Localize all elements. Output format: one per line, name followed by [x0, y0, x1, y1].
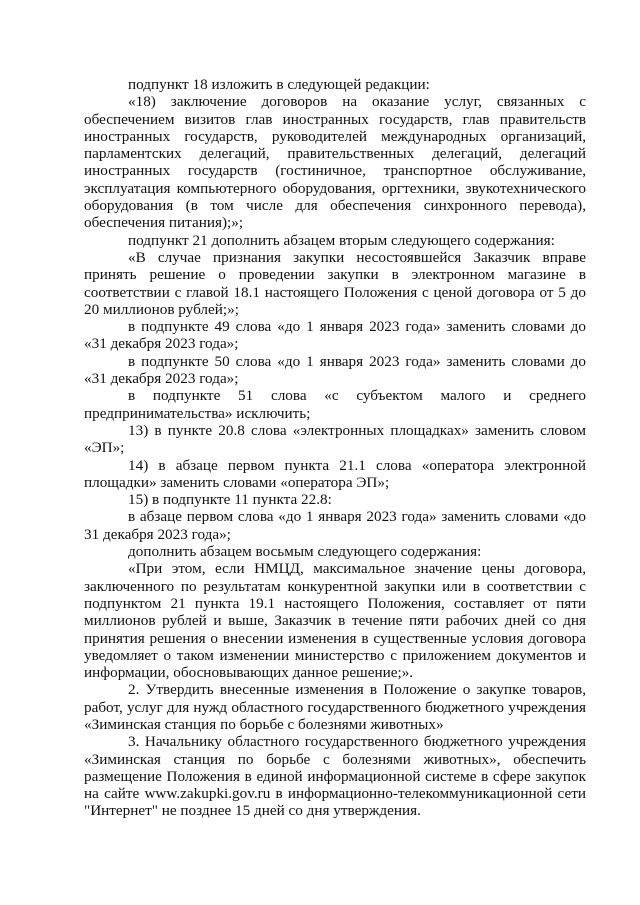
paragraph-12: дополнить абзацем восьмым следующего содержания:	[128, 543, 482, 561]
paragraph-9: 14) в абзаце первом пункта 21.1 слова «оператора электронной площадки» заменить словами «оператора ЭП»;	[84, 456, 586, 491]
paragraph-10: 15) в подпункте 11 пункта 22.8:	[128, 491, 332, 509]
paragraph-7: в подпункте 51 слова «с субъектом малого и среднего предпринимательства» исключить;	[84, 387, 586, 422]
paragraph-2: «18) заключение договоров на оказание услуг, связанных с обеспечением визитов глав иностранных государств, глав правительств иностранных государств, руководителей международных организаций, парламентских делегаций, правительственных делегаций, делегаций иностранных государств (гостиничное, транспортное обслуживание, эксплуатация компьютерного оборудования, оргтехники, звукотехнического оборудования (в том числе для обеспечения синхронного перевода), обеспечения питания);»;	[84, 93, 586, 232]
paragraph-1: подпункт 18 изложить в следующей редакции:	[128, 76, 430, 93]
paragraph-5: в подпункте 49 слова «до 1 января 2023 года» заменить словами до «31 декабря 2023 года»;	[84, 318, 586, 353]
paragraph-15: 3. Начальнику областного государственного бюджетного учреждения «Зиминская станция по борьбе с болезнями животных», обеспечить размещение Положения в единой информационной системе в сфере закупок на сайте www.zakupki.gov.ru в информационно-телекоммуникационной сети "Интернет" не позднее 15 дней со дня утверждения.	[84, 733, 586, 820]
paragraph-3: подпункт 21 дополнить абзацем вторым следующего содержания:	[128, 231, 555, 249]
paragraph-11: в абзаце первом слова «до 1 января 2023 года» заменить словами «до 31 декабря 2023 года»;	[84, 508, 586, 543]
paragraph-4: «В случае признания закупки несостоявшейся Заказчик вправе принять решение о проведении закупки в электронном магазине в соответствии с главой 18.1 настоящего Положения с ценой договора от 5 до 20 миллионов рублей;»;	[84, 248, 586, 318]
paragraph-6: в подпункте 50 слова «до 1 января 2023 года» заменить словами до «31 декабря 2023 года»;	[84, 352, 586, 388]
paragraph-8: 13) в пункте 20.8 слова «электронных площадках» заменить словом «ЭП»;	[84, 421, 586, 457]
paragraph-13: «При этом, если НМЦД, максимальное значение цены договора, заключенного по результатам конкурентной закупки или в соответствии с подпунктом 21 пункта 19.1 настоящего Положения, составляет от пяти миллионов рублей и выше, Заказчик в течение пяти рабочих дней со дня принятия решения о внесении изменения в существенные условия договора уведомляет о таком изменении министерство с приложением документов и информации, обосновывающих данное решение;».	[84, 560, 586, 682]
paragraph-14: 2. Утвердить внесенные изменения в Положение о закупке товаров, работ, услуг для нужд областного государственного бюджетного учреждения «Зиминская станция по борьбе с болезнями животных»	[84, 681, 586, 733]
document-body	[84, 76, 586, 820]
